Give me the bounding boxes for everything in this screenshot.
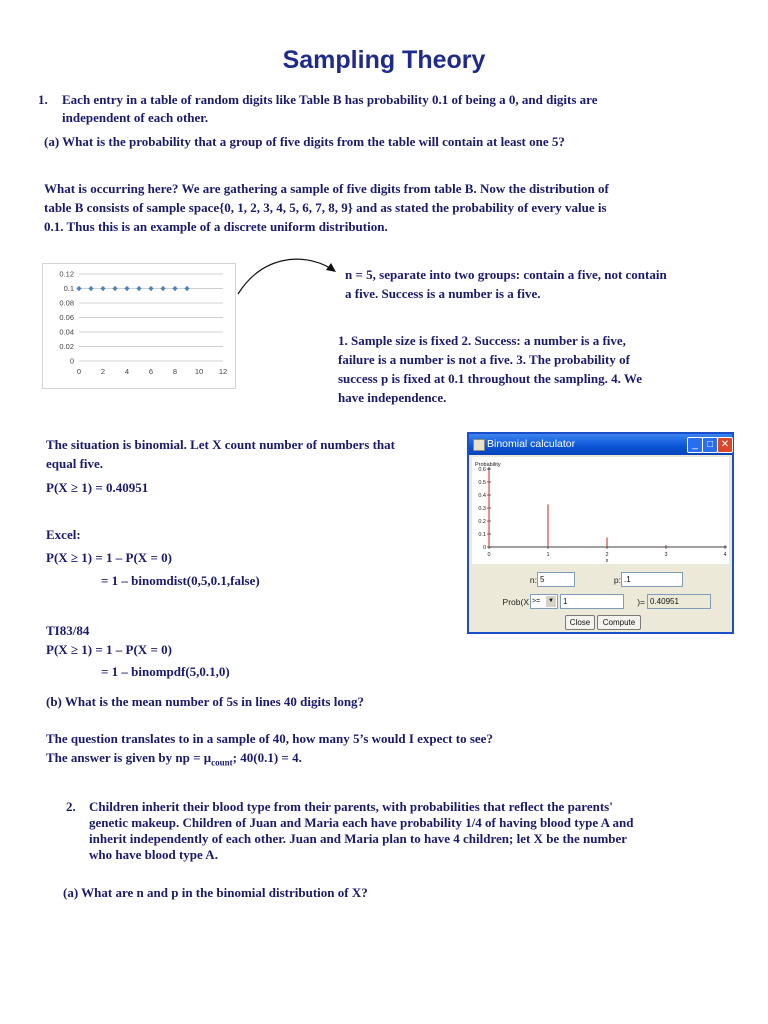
question-text-line: Each entry in a table of random digits like Table B has probability 0.1 of being a 0, and digits are [62, 92, 598, 107]
y-tick-label: 0.12 [59, 269, 74, 279]
minimize-icon[interactable]: _ [687, 437, 703, 453]
x-tick-label: 3 [664, 552, 668, 558]
data-point [88, 286, 93, 291]
arrow-note [345, 265, 667, 303]
x-tick-label: 10 [194, 367, 204, 376]
question-number: 2. [66, 799, 76, 814]
conditions-line: failure is a number is not a five. 3. The probability of [338, 352, 630, 367]
conditions-line: have independence. [338, 390, 447, 405]
ti-section [46, 621, 230, 681]
p-input[interactable]: .1 [621, 572, 683, 587]
n-input[interactable]: 5 [537, 572, 575, 587]
statement-line: equal five. [46, 456, 104, 471]
ti-formula: P(X ≥ 1) = 1 – P(X = 0) [46, 642, 172, 657]
x-tick-label: 0 [487, 552, 491, 558]
x-tick-label: 4 [124, 367, 130, 376]
prob-label: Prob(X [502, 597, 529, 607]
probability-plot-area [472, 457, 729, 564]
operator-value: >= [532, 598, 541, 605]
data-point [112, 286, 117, 291]
chevron-down-icon[interactable]: ▼ [546, 596, 556, 607]
note-line: a five. Success is a number is a five. [345, 286, 541, 301]
y-tick-label: 0.02 [59, 342, 74, 351]
data-point [184, 286, 189, 291]
question-text-line: who have blood type A. [89, 847, 218, 862]
y-tick-label: 0 [69, 356, 74, 366]
question-1a: (a) What is the probability that a group of five digits from the table will contain at least one 5? [44, 134, 565, 149]
y-tick-label: 0.06 [59, 313, 74, 322]
y-tick-label: 0.3 [478, 506, 486, 512]
y-tick-label: 0.04 [59, 327, 74, 337]
data-point [160, 286, 165, 291]
y-tick-label: 0 [482, 545, 486, 551]
conditions-line: 1. Sample size is fixed 2. Success: a number is a five, [338, 333, 626, 348]
x-tick-label: 0 [76, 367, 82, 376]
question-text-line: genetic makeup. Children of Juan and Maria each have probability 1/4 of having blood type A and [89, 815, 634, 830]
x-tick-label: 2 [100, 367, 106, 376]
y-tick-label: 0.08 [59, 298, 74, 308]
question-1b: (b) What is the mean number of 5s in lines 40 digits long? [46, 694, 365, 709]
excel-section [46, 525, 260, 590]
question-text-line: independent of each other. [62, 110, 209, 125]
x-tick-label: 4 [723, 552, 727, 558]
y-tick-label: 0.6 [478, 467, 486, 473]
n-label: n: [529, 575, 537, 585]
mu-subscript: count [211, 757, 233, 768]
x-tick-label: 8 [172, 367, 178, 376]
data-point [76, 286, 81, 291]
data-point [124, 286, 129, 291]
compute-button[interactable]: Compute [597, 615, 641, 630]
ti-heading: TI83/84 [46, 623, 90, 638]
close-button[interactable]: Close [565, 615, 595, 630]
close-icon[interactable]: ✕ [717, 437, 733, 453]
data-point [136, 286, 141, 291]
excel-formula: = 1 – binomdist(0,5,0.1,false) [101, 573, 260, 588]
data-point [172, 286, 177, 291]
ti-formula: = 1 – binompdf(5,0.1,0) [101, 664, 230, 679]
y-tick-label: 0.1 [478, 532, 486, 538]
question-2a: (a) What are n and p in the binomial distribution of X? [63, 885, 368, 900]
maximize-icon[interactable]: □ [702, 437, 718, 453]
question-text-line: Children inherit their blood type from their parents, with probabilities that reflect the parents' [89, 799, 613, 814]
answer-text: ; 40(0.1) = 4. [232, 750, 302, 765]
app-icon [473, 439, 485, 451]
conditions-line: success p is fixed at 0.1 throughout the sampling. 4. We [338, 371, 642, 386]
y-tick-label: 0.5 [478, 480, 486, 486]
x-tick-label: 6 [148, 367, 154, 376]
window-title: Binomial calculator [487, 438, 576, 450]
note-line: n = 5, separate into two groups: contain a five, not contain [345, 267, 667, 282]
probability-result: P(X ≥ 1) = 0.40951 [46, 480, 149, 495]
window-titlebar[interactable] [469, 434, 732, 455]
binomial-probability-plot [472, 457, 729, 564]
statement-line: The situation is binomial. Let X count number of numbers that [46, 437, 395, 452]
p-label: p: [613, 575, 621, 585]
explanation-line: 0.1. Thus this is an example of a discrete uniform distribution. [44, 219, 388, 234]
page-title: Sampling Theory [282, 46, 486, 74]
data-point [100, 286, 105, 291]
answer-text: The answer is given by np = μ [46, 750, 212, 765]
answer-line: The question translates to in a sample of 40, how many 5’s would I expect to see? [46, 731, 493, 746]
binomial-conditions [338, 331, 642, 407]
y-tick-label: 0.1 [63, 284, 74, 293]
answer-line [46, 748, 493, 767]
x-axis-label: x [605, 558, 609, 564]
question-text-line: inherit independently of each other. Juan and Maria plan to have 4 children; let X be the number [89, 831, 628, 846]
data-point [148, 286, 153, 291]
question-number: 1. [38, 92, 48, 107]
uniform-distribution-chart [42, 263, 236, 389]
y-tick-label: 0.4 [478, 493, 486, 499]
x-tick-label: 1 [546, 552, 550, 558]
curved-arrow [232, 250, 344, 298]
excel-formula: P(X ≥ 1) = 1 – P(X = 0) [46, 550, 172, 565]
explanation-line: What is occurring here? We are gathering a sample of five digits from table B. Now the distribution of [44, 181, 609, 196]
operator-select[interactable] [530, 594, 558, 609]
x-tick-label: 2 [605, 552, 609, 558]
explanation-line: table B consists of sample space{0, 1, 2, 3, 4, 5, 6, 7, 8, 9} and as stated the probability of every value is [44, 200, 607, 215]
uniform-distribution-plot [43, 264, 235, 388]
explanation-paragraph [44, 179, 609, 236]
x-value-input[interactable]: 1 [560, 594, 624, 609]
binomial-calculator-window [467, 432, 734, 634]
equals-label: )= [637, 597, 645, 607]
y-axis-label: Probability [475, 462, 501, 468]
excel-heading: Excel: [46, 527, 81, 542]
y-tick-label: 0.2 [478, 519, 486, 525]
binomial-statement [46, 435, 395, 497]
result-field: 0.40951 [647, 594, 711, 609]
answer-b [46, 729, 493, 767]
x-tick-label: 12 [218, 367, 228, 376]
